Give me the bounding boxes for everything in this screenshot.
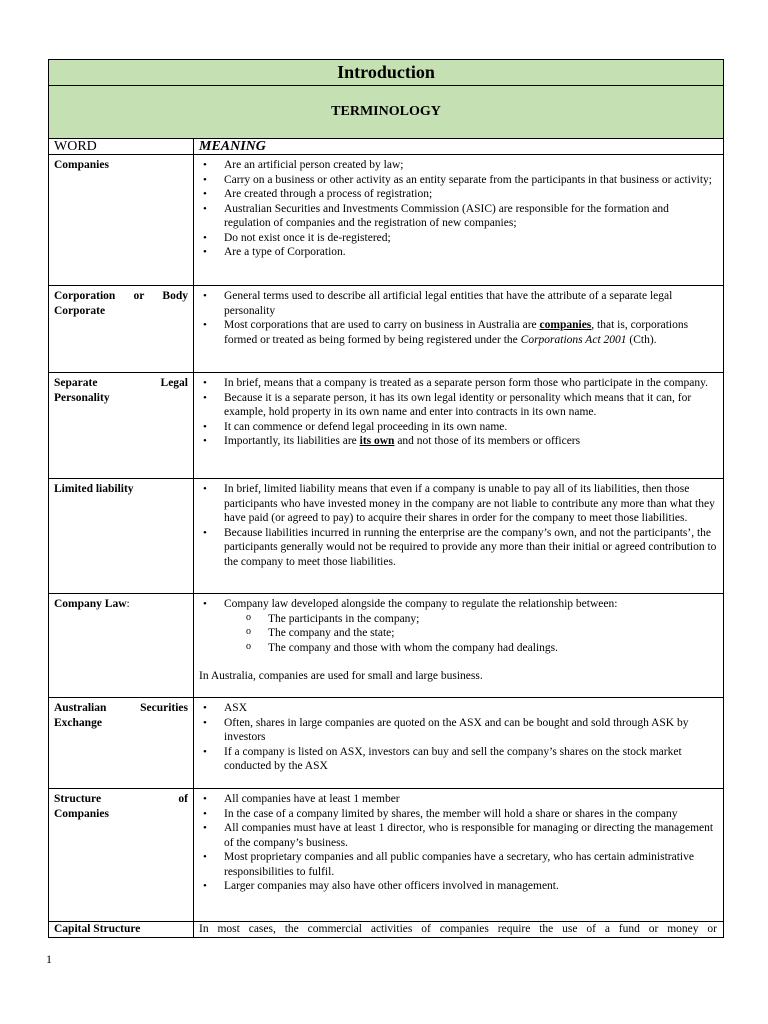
table-row bbox=[49, 594, 724, 698]
bullet-item: • Most proprietary companies and all public companies have a secretary, who has certain administrative responsibilities to fulfil. bbox=[199, 850, 717, 879]
bullet-item: • Do not exist once it is de-registered; bbox=[199, 231, 717, 246]
bullet-item: • General terms used to describe all artificial legal entities that have the attribute of a separate legal personality bbox=[199, 289, 717, 318]
document-title: Introduction bbox=[49, 60, 724, 86]
bullet-list bbox=[199, 158, 717, 260]
bullet-item: • In brief, limited liability means that even if a company is unable to pay all of its liabilities, then those participants who have invested money in the company are not liable to contribute any more than what they have paid (or agreed to pay) to acquire their shares in order for the company to meet those liabilities. bbox=[199, 482, 717, 526]
term-cell bbox=[49, 698, 194, 789]
terminology-table bbox=[48, 59, 724, 938]
cell-paragraph: In most cases, the commercial activities of companies require the use of a fund or money or bbox=[199, 923, 718, 935]
bullet-list bbox=[199, 701, 717, 774]
bullet-text: , that is, corporations formed or treated as being formed by being registered under the bbox=[224, 319, 689, 346]
table-row bbox=[49, 698, 724, 789]
term-cell bbox=[49, 922, 194, 938]
act-name: Corporations Act 2001 bbox=[520, 333, 627, 346]
section-heading: TERMINOLOGY bbox=[49, 86, 724, 139]
meaning-cell bbox=[194, 155, 724, 286]
bullet-list bbox=[199, 597, 717, 612]
bullet-item: • Often, shares in large companies are quoted on the ASX and can be bought and sold through ASK by investors bbox=[199, 716, 717, 745]
meaning-column-header: MEANING bbox=[194, 139, 724, 155]
bullet-item: • Because it is a separate person, it has its own legal identity or personality which means that it can, for example, hold property in its own name and enter into contracts in its own name. bbox=[199, 391, 717, 420]
meaning-cell bbox=[194, 594, 724, 698]
term-label-line1: Separate Legal bbox=[54, 377, 188, 389]
column-header-row bbox=[49, 139, 724, 155]
sub-bullet-item: o The company and those with whom the company had dealings. bbox=[199, 641, 717, 656]
table-row bbox=[49, 286, 724, 373]
bullet-item: • Company law developed alongside the company to regulate the relationship between: bbox=[199, 597, 717, 612]
meaning-cell bbox=[194, 698, 724, 789]
bullet-item: • In brief, means that a company is treated as a separate person form those who participate in the company. bbox=[199, 376, 717, 391]
term-label-line2: Companies bbox=[54, 807, 109, 820]
bullet-list bbox=[199, 792, 717, 894]
term-cell bbox=[49, 373, 194, 479]
meaning-cell bbox=[194, 479, 724, 594]
bullet-item: • Are a type of Corporation. bbox=[199, 245, 717, 260]
terminology-table-container bbox=[48, 59, 723, 938]
term-label: Limited liability bbox=[54, 483, 134, 495]
bullet-text: (Cth). bbox=[626, 333, 657, 346]
bullet-text: Importantly, its liabilities are bbox=[224, 435, 360, 447]
bullet-item: • ASX bbox=[199, 701, 717, 716]
page-number: 1 bbox=[46, 952, 52, 966]
bullet-item: • Carry on a business or other activity as an entity separate from the participants in that business or activity; bbox=[199, 173, 717, 188]
bullet-item bbox=[199, 318, 717, 347]
word-column-header: WORD bbox=[49, 139, 194, 155]
table-row bbox=[49, 789, 724, 922]
title-row bbox=[49, 60, 724, 86]
bullet-item: • It can commence or defend legal proceeding in its own name. bbox=[199, 420, 717, 435]
bullet-list bbox=[199, 376, 717, 449]
bullet-text: and not those of its members or officers bbox=[394, 435, 581, 447]
term-cell bbox=[49, 789, 194, 922]
bullet-item: • If a company is listed on ASX, investors can buy and sell the company’s shares on the stock market conducted by the ASX bbox=[199, 745, 717, 774]
term-label: Company Law bbox=[54, 598, 127, 610]
table-row bbox=[49, 922, 724, 938]
term-label: Capital Structure bbox=[54, 923, 141, 935]
cell-paragraph: In Australia, companies are used for small and large business. bbox=[199, 670, 483, 682]
meaning-cell bbox=[194, 922, 724, 938]
table-row bbox=[49, 373, 724, 479]
bullet-item: • Larger companies may also have other officers involved in management. bbox=[199, 879, 717, 894]
meaning-cell bbox=[194, 286, 724, 373]
bullet-item bbox=[199, 434, 717, 449]
sub-bullet-item: o The participants in the company; bbox=[199, 612, 717, 627]
term-colon: : bbox=[126, 598, 130, 610]
bullet-item: • In the case of a company limited by shares, the member will hold a share or shares in the company bbox=[199, 807, 717, 822]
meaning-cell bbox=[194, 373, 724, 479]
bullet-list bbox=[199, 289, 717, 347]
sub-bullet-list bbox=[199, 612, 717, 656]
bullet-item: • All companies must have at least 1 director, who is responsible for managing or directing the management of the company’s business. bbox=[199, 821, 717, 850]
term-cell bbox=[49, 479, 194, 594]
bullet-text: Most corporations that are used to carry on business in Australia are bbox=[224, 319, 540, 331]
bullet-item: • All companies have at least 1 member bbox=[199, 792, 717, 807]
term-label-line1: Australian Securities bbox=[54, 702, 188, 714]
bullet-list bbox=[199, 482, 717, 569]
term-label-line1: Corporation or Body bbox=[54, 290, 188, 302]
term-cell bbox=[49, 286, 194, 373]
subtitle-row bbox=[49, 86, 724, 139]
term-label-line1: Structure of bbox=[54, 793, 188, 805]
term-label-line2: Exchange bbox=[54, 716, 102, 729]
emphasis-text: its own bbox=[359, 435, 395, 447]
table-row bbox=[49, 155, 724, 286]
sub-bullet-item: o The company and the state; bbox=[199, 626, 717, 641]
term-label-line2: Personality bbox=[54, 391, 110, 404]
term-label: Companies bbox=[54, 159, 109, 171]
term-cell bbox=[49, 594, 194, 698]
term-label-line2: Corporate bbox=[54, 304, 106, 317]
term-cell bbox=[49, 155, 194, 286]
emphasis-text: companies bbox=[539, 319, 592, 331]
table-row bbox=[49, 479, 724, 594]
bullet-item: • Australian Securities and Investments Commission (ASIC) are responsible for the formation and regulation of companies and the registration of new companies; bbox=[199, 202, 717, 231]
bullet-item: • Because liabilities incurred in running the enterprise are the company’s own, and not the participants’, the participants generally would not be required to provide any more than their initial or agreed contribution to the company to meet those liabilities. bbox=[199, 526, 717, 570]
bullet-item: • Are created through a process of registration; bbox=[199, 187, 717, 202]
meaning-cell bbox=[194, 789, 724, 922]
bullet-item: • Are an artificial person created by law; bbox=[199, 158, 717, 173]
